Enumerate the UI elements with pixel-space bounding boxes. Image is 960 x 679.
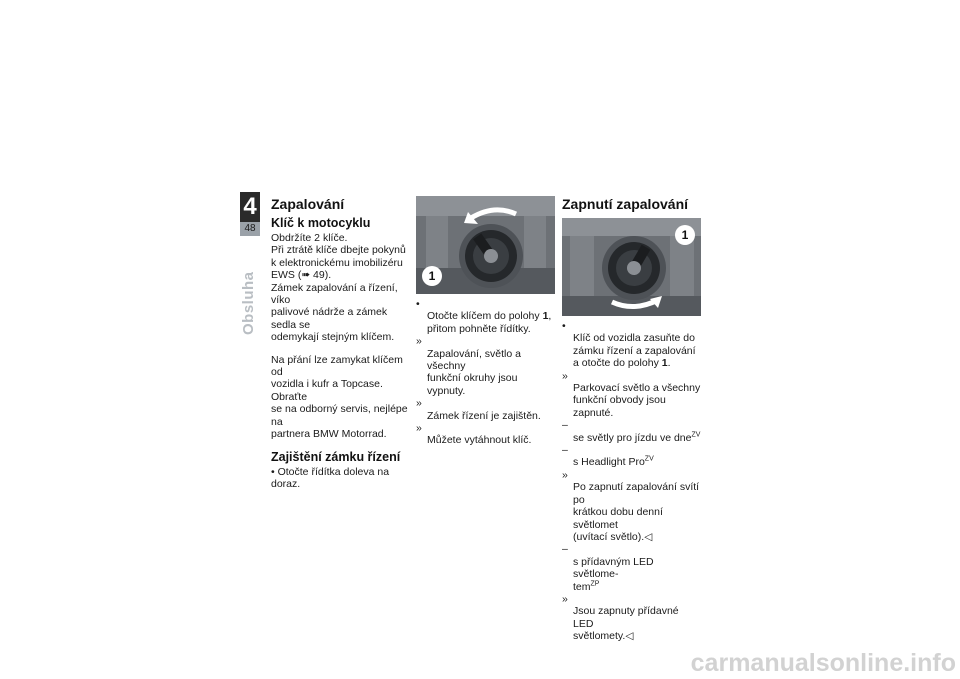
step-turn-key: • Otočte klíčem do polohy 1, přitom pohněte řídítky. — [416, 298, 552, 335]
section-heading-ignition-on: Zapnutí zapalování — [562, 196, 689, 212]
step-insert-key: • Klíč od vozidla zasuňte do zámku řízení a zapalování a otočte do polohy 1. — [562, 320, 696, 370]
photo-callout-1: 1 — [428, 269, 436, 283]
column-3 — [562, 196, 701, 643]
steering-lock-step: • Otočte řídítka doleva na doraz. — [271, 465, 390, 490]
result-key-removable: » Můžete vytáhnout klíč. — [416, 422, 532, 447]
result-led-auxiliary-on: » Jsou zapnuty přídavné LED světlomety.◁ — [562, 592, 679, 643]
photo-callout-1: 1 — [681, 228, 689, 242]
result-parking-light-on: » Parkovací světlo a všechny funkční obvody jsou zapnuté. — [562, 369, 701, 419]
section-heading-ignition: Zapalování — [271, 196, 345, 212]
watermark: carmanualsonline.info — [690, 649, 956, 677]
bullet-mark: • — [416, 298, 420, 310]
key-paragraph: Obdržíte 2 klíče. Při ztrátě klíče dbejte pokynů k elektronickému imobilizéru EWS (➠ 49). Zámek zapalování a řízení, víko palivové nádrže a zámek sedla se odemykají stejným klíčem. — [271, 232, 406, 344]
option-headlight-pro: – s Headlight Pro$^{ZV}$ — [562, 444, 654, 469]
column-2 — [416, 196, 555, 447]
ignition-lock-photo-on — [562, 218, 701, 316]
subheading-steering-lock: Zajištění zámku řízení — [271, 449, 401, 464]
ignition-lock-photo-off — [416, 196, 555, 294]
option-led-auxiliary: – s přídavným LED světlome- tem$^{ZP}$ — [562, 543, 654, 593]
option-daytime-lights: – se světly pro jízdu ve dne$^{ZV}$ — [562, 419, 701, 444]
page-number: 48 — [244, 223, 256, 234]
column-1 — [271, 196, 409, 490]
chapter-side-title: Obsluha — [240, 271, 257, 335]
result-ignition-off: » Zapalování, světlo a všechny funkční okruhy jsou vypnuty. — [416, 335, 521, 397]
subheading-key: Klíč k motocyklu — [271, 216, 371, 230]
chapter-tab — [240, 192, 260, 236]
result-steering-locked: » Zámek řízení je zajištěn. — [416, 397, 541, 422]
result-welcome-light: » Po zapnutí zapalování svítí po krátkou dobu denní světlomet (uvítací světlo).◁ — [562, 468, 700, 543]
topcase-paragraph: Na přání lze zamykat klíčem od vozidla i kufr a Topcase. Obraťte se na odborný servis, nejlépe na partnera BMW Motorrad. — [271, 353, 408, 441]
chapter-number: 4 — [240, 192, 260, 222]
